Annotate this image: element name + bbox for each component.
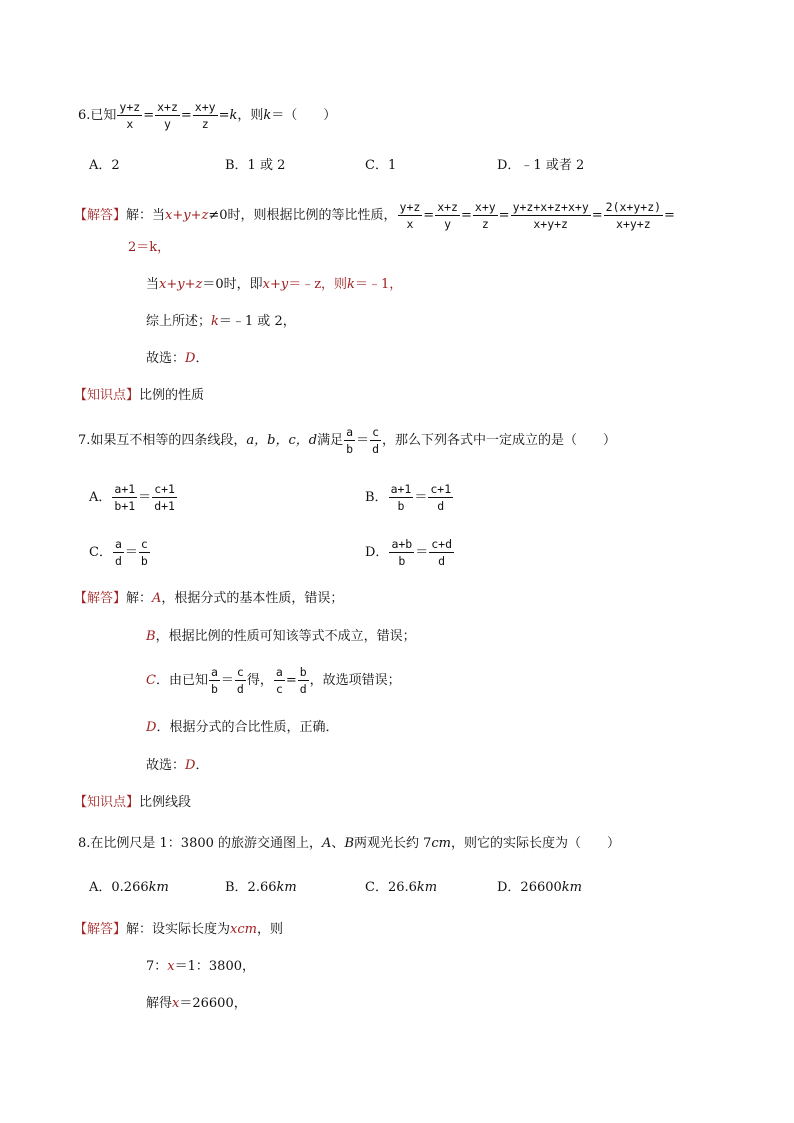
eq-sign: ＝	[414, 489, 428, 505]
option-label: B．	[365, 489, 388, 505]
var: x	[172, 996, 180, 1011]
text: 两观光长约 7	[354, 836, 432, 851]
text: ，则它的实际长度为（ ）	[451, 836, 621, 851]
expr: x+y+z	[159, 277, 203, 292]
a6-line1-mid: ≠0时，则根据比例的等比性质，	[208, 207, 397, 223]
knowledge-text: 比例的性质	[139, 388, 205, 403]
q7-vars: a，b，c，d	[246, 432, 318, 448]
text: ，根据分式的基本性质，错误；	[161, 591, 344, 606]
text: ＝26600，	[179, 996, 247, 1011]
q6-stem	[78, 100, 336, 131]
q6-option-d: D．﹣1 或者 2	[497, 158, 585, 173]
knowledge-text: 比例线段	[139, 795, 192, 810]
q6-option-b: B．1 或 2	[225, 158, 286, 173]
text: ，则	[256, 922, 283, 937]
q6-option-c: C．1	[365, 158, 397, 173]
frac: $\frac{c+d}{d}$	[431, 537, 453, 568]
q7-frac-2: $\frac{c}{d}$	[372, 425, 379, 456]
answer-tag: 【解答】	[74, 207, 127, 223]
text: ＝0时，即	[202, 277, 263, 292]
frac: $\frac{c}{b}$	[140, 537, 148, 568]
var-k: k	[347, 277, 355, 292]
a7-line5	[146, 758, 208, 774]
frac: $\frac{a}{c}$	[275, 665, 283, 696]
q6-frac-2: $\frac{x+z}{y}$	[157, 100, 178, 131]
eq-sign: =	[460, 207, 472, 223]
eq-sign: =	[143, 107, 155, 123]
var: B	[344, 836, 354, 851]
a6-line5	[146, 351, 208, 367]
eq-sign: =	[498, 207, 510, 223]
answer-tag: 【解答】	[74, 591, 127, 606]
q6-prefix: 6.已知	[78, 107, 117, 123]
q8-option-b	[225, 880, 297, 896]
frac: $\frac{a+1}{b+1}$	[114, 482, 136, 513]
q7-stem	[78, 425, 616, 456]
expr: ＝﹣z，则	[288, 277, 348, 292]
unit: cm	[431, 836, 452, 851]
unit: km	[416, 880, 438, 895]
a8-line2	[146, 959, 255, 975]
frac: $\frac{a+b}{b}$	[391, 537, 413, 568]
a6-frac-5: $\frac{2(x+y+z)}{x+y+z}$	[605, 200, 662, 231]
expr: x+y	[262, 277, 289, 292]
eq-sign: ＝	[415, 544, 429, 560]
q7-option-a	[89, 482, 178, 513]
text: C．26.6	[365, 880, 417, 895]
var: x	[167, 959, 175, 974]
text: 故选：	[146, 758, 186, 773]
var-k: k	[229, 107, 238, 123]
frac: $\frac{c+1}{d+1}$	[154, 482, 175, 513]
answer-letter: D	[185, 351, 196, 366]
text: ，故选项错误；	[309, 672, 401, 688]
q7-suffix: ，那么下列各式中一定成立的是（ ）	[382, 432, 617, 448]
frac: $\frac{c+1}{d}$	[430, 482, 452, 513]
a6-frac-2: $\frac{x+z}{y}$	[437, 200, 458, 231]
eq-sign: ＝	[138, 489, 152, 505]
a7-line2	[146, 629, 416, 645]
q6-suffix: ，则	[237, 107, 264, 123]
text: 解得	[146, 996, 173, 1011]
text: ．根据分式的合比性质，正确．	[156, 720, 339, 735]
var-k: k	[263, 107, 272, 123]
eq-sign: =	[664, 207, 675, 223]
q6-option-a: A．2	[89, 158, 120, 173]
q7-option-d	[365, 537, 455, 568]
option-label: D．	[365, 544, 389, 560]
eq-sign: ＝	[356, 432, 370, 448]
text: 得，	[246, 672, 273, 688]
text: ，根据比例的性质可知该等式不成立，错误；	[155, 629, 416, 644]
a6-line4	[146, 314, 296, 330]
a6-line3	[146, 277, 402, 293]
q7-option-c	[89, 537, 151, 568]
knowledge-tag: 【知识点】	[74, 795, 140, 810]
eq-sign: =	[218, 107, 230, 123]
q8-option-d	[497, 880, 582, 896]
var: A	[322, 836, 332, 851]
text: D．26600	[497, 880, 562, 895]
q6-frac-1: $\frac{y+z}{x}$	[119, 100, 141, 131]
q7-mid: 满足	[317, 432, 344, 448]
a8-line3	[146, 996, 247, 1012]
a6-line1	[74, 200, 675, 231]
frac: $\frac{a+1}{b}$	[390, 482, 412, 513]
unit: km	[148, 880, 169, 895]
text: 、	[331, 836, 345, 851]
answer-letter: A	[152, 591, 162, 606]
q7-prefix: 7.如果互不相等的四条线段，	[78, 432, 247, 448]
text: 当	[146, 277, 160, 292]
text: ．	[195, 758, 209, 773]
expr: ＝﹣1，	[354, 277, 403, 292]
a8-line1	[74, 922, 283, 938]
text: 综上所述；	[146, 314, 212, 329]
a6-cond: x+y+z	[165, 207, 209, 223]
knowledge-tag: 【知识点】	[74, 388, 140, 403]
kp6	[74, 388, 204, 404]
text: ＝1：3800，	[174, 959, 255, 974]
a6-frac-1: $\frac{y+z}{x}$	[399, 200, 421, 231]
q7-option-b	[365, 482, 454, 513]
kp7	[74, 795, 191, 811]
expr: xcm	[230, 922, 257, 937]
answer-letter: B	[146, 629, 156, 644]
text: A．0.266	[89, 880, 149, 895]
option-label: C．	[89, 544, 112, 560]
text: 故选：	[146, 351, 186, 366]
q6-suffix-end: ＝（ ）	[271, 107, 337, 123]
text: B．2.66	[225, 880, 277, 895]
eq-sign: =	[285, 672, 297, 688]
option-label: A．	[89, 489, 112, 505]
answer-letter: D	[185, 758, 196, 773]
a6-line2: 2＝k，	[128, 240, 171, 255]
a7-line1	[74, 591, 343, 607]
text: ＝﹣1 或 2，	[218, 314, 296, 329]
a7-line4	[146, 720, 338, 736]
q8-option-c	[365, 880, 437, 896]
text: 解：	[126, 591, 153, 606]
answer-letter: C	[146, 672, 156, 688]
answer-tag: 【解答】	[74, 922, 127, 937]
q6-frac-3: $\frac{x+y}{z}$	[194, 100, 216, 131]
a6-frac-3: $\frac{x+y}{z}$	[474, 200, 496, 231]
a7-line3	[146, 665, 401, 696]
frac: $\frac{c}{d}$	[236, 665, 244, 696]
eq-sign: ＝	[220, 672, 234, 688]
a6-frac-4: $\frac{y+z+x+z+x+y}{x+y+z}$	[512, 200, 589, 231]
unit: km	[561, 880, 582, 895]
eq-sign: =	[180, 107, 192, 123]
frac: $\frac{b}{d}$	[299, 665, 307, 696]
frac: $\frac{a}{b}$	[210, 665, 218, 696]
answer-letter: D	[146, 720, 157, 735]
q7-frac-1: $\frac{a}{b}$	[346, 425, 354, 456]
q8-stem	[78, 836, 620, 852]
frac: $\frac{a}{d}$	[114, 537, 122, 568]
text: 8.在比例尺是 1：3800 的旅游交通图上，	[78, 836, 323, 851]
eq-sign: =	[591, 207, 603, 223]
a6-line1-pre: 解：当	[126, 207, 166, 223]
eq-sign: =	[423, 207, 435, 223]
unit: km	[276, 880, 297, 895]
text: 7：	[146, 959, 168, 974]
text: ．由已知	[155, 672, 208, 688]
text: 解：设实际长度为	[126, 922, 231, 937]
text: ．	[195, 351, 209, 366]
eq-sign: ＝	[124, 544, 138, 560]
q8-option-a	[89, 880, 169, 896]
var-k: k	[211, 314, 219, 329]
